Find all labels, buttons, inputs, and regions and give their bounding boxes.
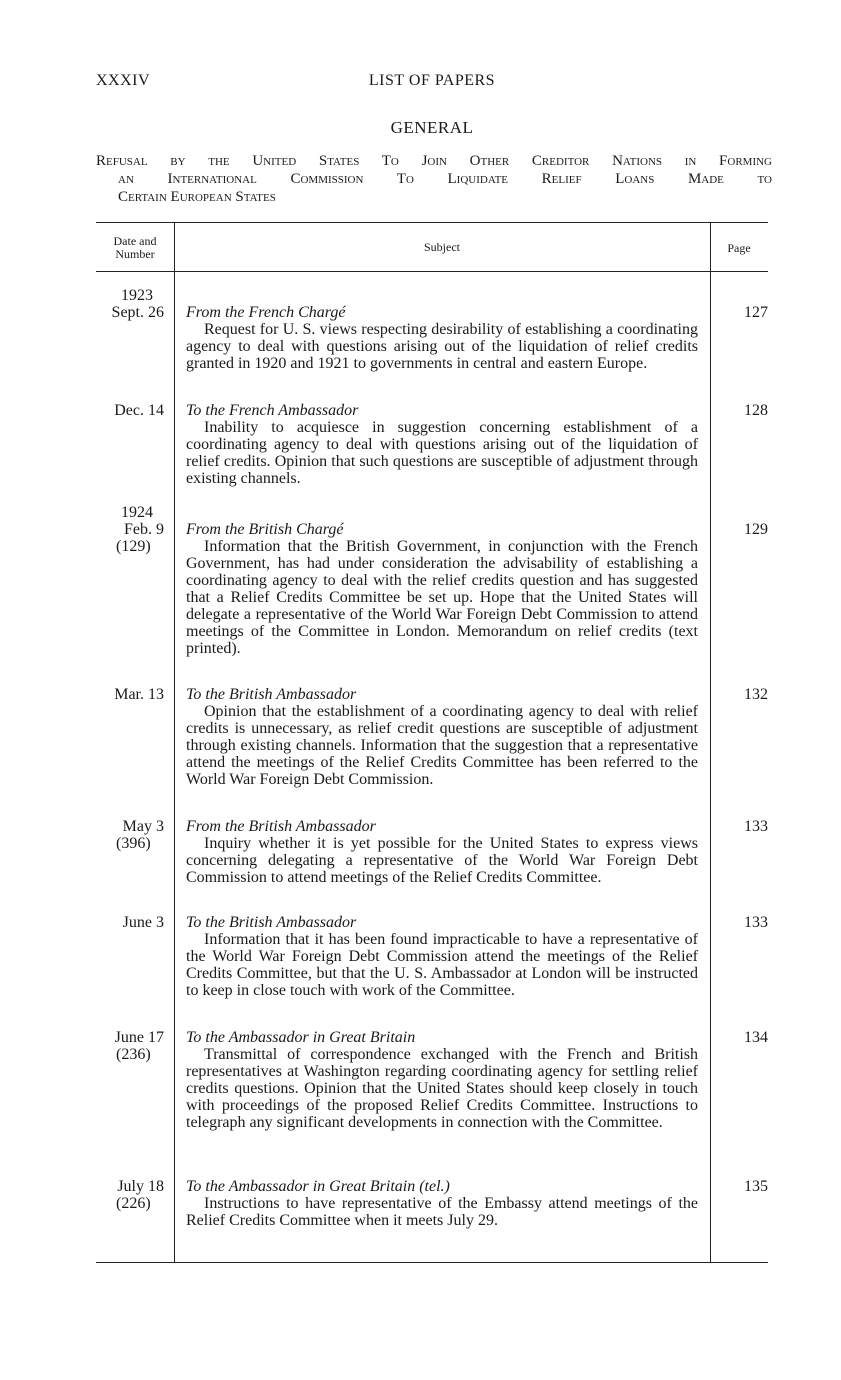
date-cell — [96, 914, 168, 931]
subject-cell — [186, 686, 698, 788]
entry-date: Sept. 26 — [111, 304, 164, 321]
entry-page: 129 — [744, 521, 768, 538]
entry-summary: Opinion that the establishment of a coordinating agency to deal with relief credits is unnecessary, as relief credit questions are susceptible of adjustment through existing channels. Information that the suggestion that a representative attend the meetings of the Relief Credits Committee has been referred to the World War Foreign Debt Commission. — [186, 703, 698, 788]
entry-sender: From the British Chargé — [186, 521, 344, 538]
subject-cell — [186, 402, 698, 487]
entry-sender: To the Ambassador in Great Britain — [186, 1029, 416, 1046]
date-cell — [96, 402, 168, 419]
date-cell — [96, 287, 168, 321]
page-column-header: Page — [727, 241, 751, 255]
entry-page: 133 — [744, 914, 768, 931]
entry-summary: Information that it has been found impracticable to have a representative of the World War Foreign Debt Commission attend the meetings of the Relief Credits Committee, but that the U. S. Ambassador at London will be instructed to keep in close touch with work of the Committee. — [186, 931, 698, 999]
subject-cell — [186, 304, 698, 372]
entry-page: 128 — [744, 402, 768, 419]
entry-number: (226) — [116, 1195, 151, 1212]
entry-summary: Inquiry whether it is yet possible for the United States to express views concerning delegating a representative of the World War Foreign Debt Commission to attend meetings of the Relief Credits Committee. — [186, 835, 698, 886]
topic-heading-line: Refusal by the United States To Join Other Creditor Nations in Forming — [96, 153, 772, 169]
subject-cell — [186, 914, 698, 999]
column-divider — [710, 222, 711, 1262]
running-title: LIST OF PAPERS — [368, 72, 496, 89]
date-column-header — [96, 235, 174, 261]
subject-column-header: Subject — [424, 240, 460, 254]
table-header-rule — [96, 271, 768, 272]
date-cell — [96, 1029, 168, 1063]
running-head — [96, 72, 768, 96]
entry-number: (396) — [116, 835, 151, 852]
date-cell — [96, 818, 168, 852]
topic-heading-line: Certain European States — [118, 189, 276, 205]
entry-sender: From the British Ambassador — [186, 818, 376, 835]
date-column-header-line: Date and — [113, 234, 157, 248]
entry-date: Dec. 14 — [114, 402, 164, 419]
entry-number: (129) — [116, 538, 151, 555]
entry-sender: To the British Ambassador — [186, 686, 357, 703]
entry-summary: Inability to acquiesce in suggestion concerning establishment of a coordinating agency to deal with questions arising out of the liquidation of relief credits. Opinion that such questions are susceptible of adjustment through existing channels. — [186, 419, 698, 487]
subject-cell — [186, 1029, 698, 1131]
date-cell — [96, 504, 168, 555]
entry-date: June 3 — [122, 914, 164, 931]
entry-summary: Transmittal of correspondence exchanged with the French and British representatives at Washington regarding coordinating agency for settling relief credits questions. Opinion that the United States should keep closely in touch with proceedings of the proposed Relief Credits Committee. Instructions to telegraph any significant developments in connection with the Committee. — [186, 1046, 698, 1131]
entry-date: Feb. 9 — [124, 521, 164, 538]
entry-summary: Instructions to have representative of the Embassy attend meetings of the Relief Credits Committee when it meets July 29. — [186, 1195, 698, 1229]
entry-sender: From the French Chargé — [186, 304, 346, 321]
entry-sender: To the British Ambassador — [186, 914, 357, 931]
entry-sender: To the Ambassador in Great Britain (tel.) — [186, 1178, 450, 1195]
entry-page: 133 — [744, 818, 768, 835]
entry-sender: To the French Ambassador — [186, 402, 359, 419]
date-cell — [96, 686, 168, 703]
subject-cell — [186, 818, 698, 886]
entry-date: June 17 — [114, 1029, 164, 1046]
table-bottom-rule — [96, 1262, 768, 1263]
entry-year: 1924 — [121, 504, 153, 521]
entry-page: 134 — [744, 1029, 768, 1046]
section-title: GENERAL — [390, 118, 474, 137]
subject-cell — [186, 521, 698, 657]
entry-summary: Information that the British Government, in conjunction with the French Government, has had under consideration the advisability of establishing a coordinating agency to deal with the relief credits question and has suggested that a Relief Credits Committee be set up. Hope that the United States will delegate a representative of the World War Foreign Debt Commission to attend meetings of the Committee in London. Memorandum on relief credits (text printed). — [186, 538, 698, 657]
table-top-rule — [96, 222, 768, 223]
entry-summary: Request for U. S. views respecting desirability of establishing a coordinating agency to deal with questions arising out of the liquidation of relief credits granted in 1920 and 1921 to governments in central and eastern Europe. — [186, 321, 698, 372]
topic-heading-line: an International Commission To Liquidate Relief Loans Made to — [118, 171, 772, 187]
column-divider — [174, 222, 175, 1262]
entry-year: 1923 — [121, 287, 153, 304]
entry-date: Mar. 13 — [114, 686, 164, 703]
date-column-header-line: Number — [115, 247, 155, 261]
subject-cell — [186, 1178, 698, 1229]
topic-heading — [96, 152, 772, 206]
date-cell — [96, 1178, 168, 1212]
entry-page: 135 — [744, 1178, 768, 1195]
entry-date: July 18 — [117, 1178, 164, 1195]
entry-date: May 3 — [122, 818, 164, 835]
page-number: XXXIV — [96, 72, 151, 89]
entry-page: 132 — [744, 686, 768, 703]
entry-page: 127 — [744, 304, 768, 321]
entry-number: (236) — [116, 1046, 151, 1063]
